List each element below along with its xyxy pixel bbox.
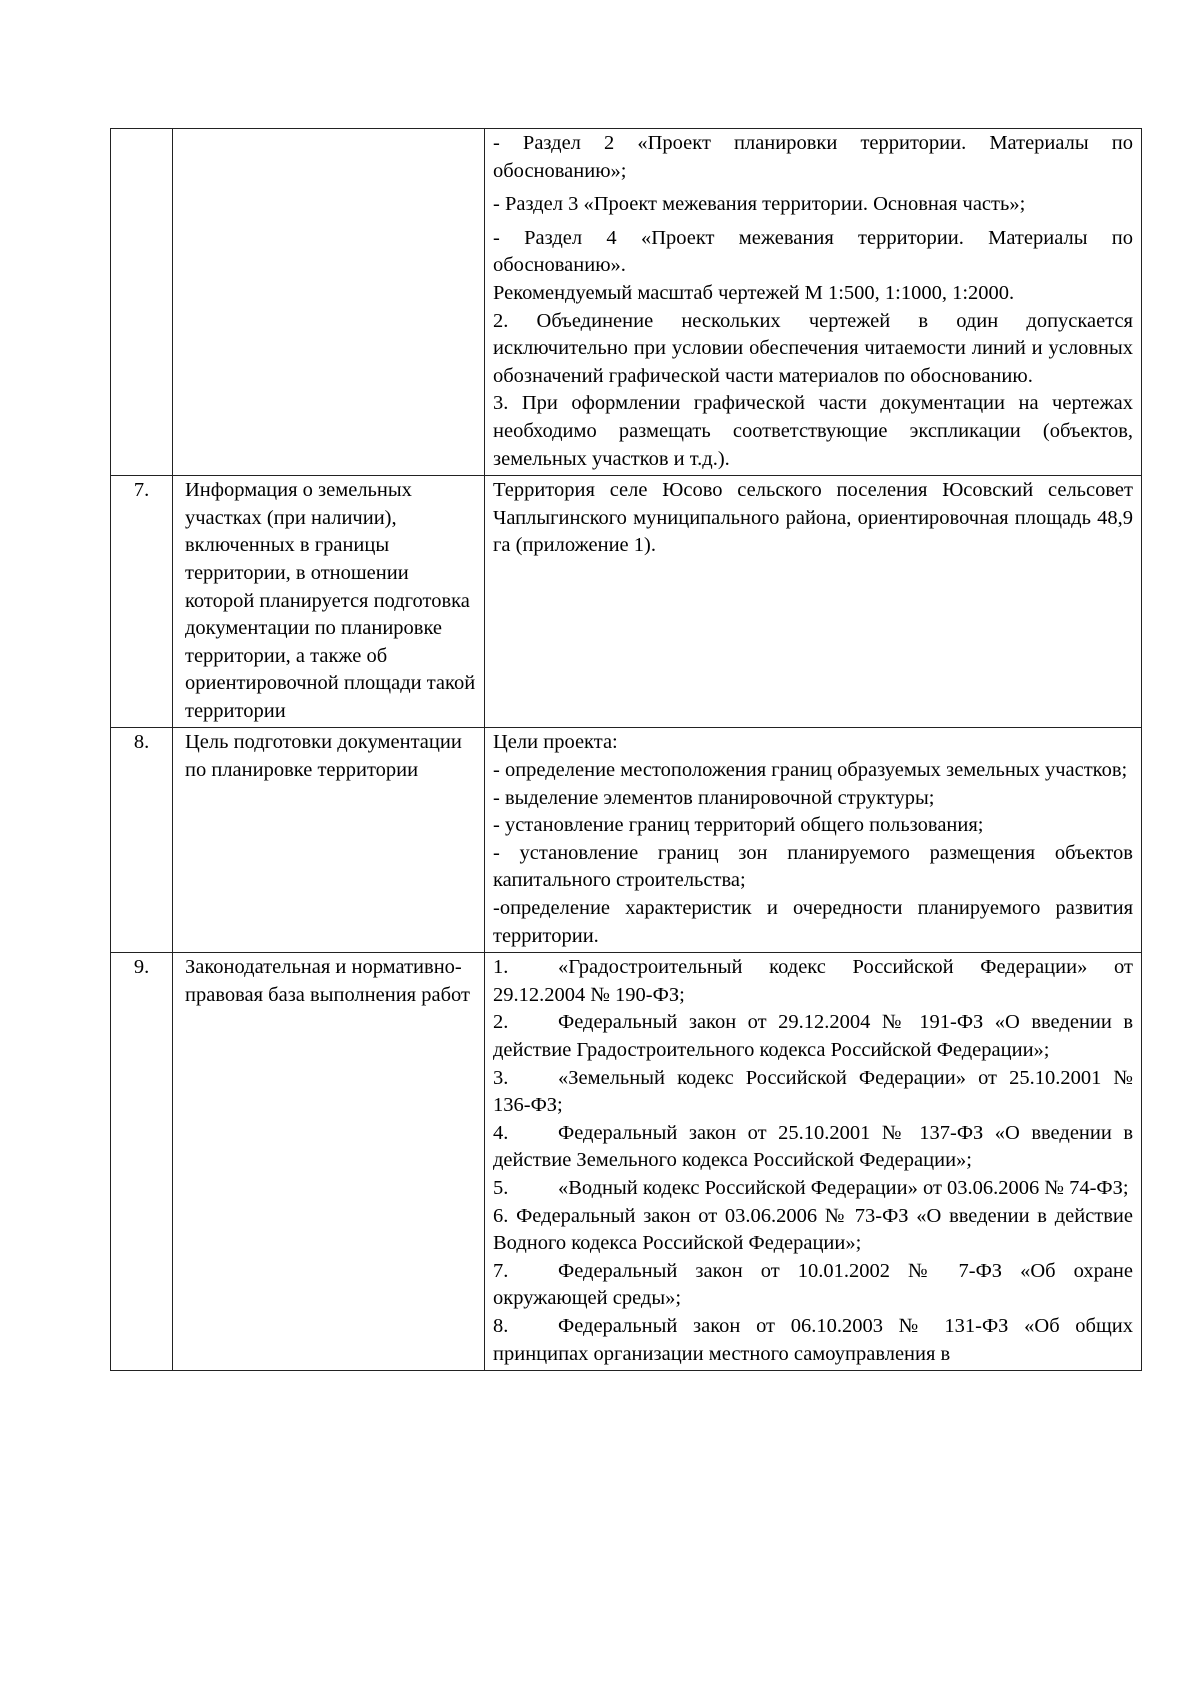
requirements-table <box>110 128 1142 1371</box>
content-paragraph: - установление границ территорий общего пользования; <box>493 814 984 837</box>
law-item-text: Федеральный закон от 06.10.2003 № 131-ФЗ «Об общих принципах организации местного самоуправления в <box>493 1314 1133 1365</box>
law-item-number: 2. <box>493 1011 509 1034</box>
law-item <box>493 1065 1133 1120</box>
law-item <box>493 1313 1133 1368</box>
row-content <box>485 953 1142 1371</box>
content-paragraph: - Раздел 4 «Проект межевания территории. Материалы по обоснованию». <box>493 226 1133 277</box>
law-item <box>493 954 1133 1009</box>
law-item-number: 3. <box>493 1066 509 1089</box>
content-paragraph: -определение характеристик и очередности планируемого развития территории. <box>493 897 1133 947</box>
row-number: 9. <box>111 953 173 1371</box>
content-paragraph: Территория селе Юсово сельского поселения Юсовский сельсовет Чаплыгинского муниципального района, ориентировочная площадь 48,9 га (приложение 1). <box>493 479 1133 557</box>
law-item-text: Федеральный закон от 25.10.2001 № 137-ФЗ «О введении в действие Земельного кодекса Российской Федерации»; <box>493 1121 1133 1172</box>
row-description: Цель подготовки документации по планировке территории <box>173 728 485 953</box>
content-paragraph: - Раздел 2 «Проект планировки территории. Материалы по обоснованию»; <box>493 132 1133 182</box>
law-item <box>493 1120 1133 1175</box>
law-item <box>493 1258 1133 1313</box>
law-item-text: Федеральный закон от 10.01.2002 № 7-ФЗ «Об охране окружающей среды»; <box>493 1259 1133 1310</box>
law-item-text: Федеральный закон от 03.06.2006 № 73-ФЗ «О введении в действие Водного кодекса Российской Федерации»; <box>493 1204 1134 1255</box>
content-paragraph: - выделение элементов планировочной структуры; <box>493 786 935 809</box>
content-paragraph: 3. При оформлении графической части документации на чертежах необходимо размещать соответствующие экспликации (объектов, земельных участков и т.д.). <box>493 392 1133 470</box>
row-content <box>485 728 1142 953</box>
content-paragraph: - установление границ зон планируемого размещения объектов капитального строительства; <box>493 841 1133 892</box>
table-row-7 <box>111 476 1142 728</box>
law-item <box>493 1203 1133 1258</box>
law-item-number: 7. <box>493 1259 509 1282</box>
row-number: 7. <box>111 476 173 728</box>
content-paragraph: 2. Объединение нескольких чертежей в один допускается исключительно при условии обеспечения читаемости линий и условных обозначений графической части материалов по обоснованию. <box>493 309 1133 387</box>
law-item-number: 1. <box>493 956 509 979</box>
law-item <box>493 1009 1133 1064</box>
row-content <box>485 129 1142 476</box>
content-paragraph: Цели проекта: <box>493 731 618 754</box>
law-item-text: «Градостроительный кодекс Российской Федерации» от 29.12.2004 № 190-ФЗ; <box>493 956 1133 1006</box>
law-item-text: «Водный кодекс Российской Федерации» от 03.06.2006 № 74-ФЗ; <box>558 1176 1129 1199</box>
table-row-8 <box>111 728 1142 953</box>
row-number: 8. <box>111 728 173 953</box>
law-item-text: Федеральный закон от 29.12.2004 № 191-ФЗ «О введении в действие Градостроительного кодекса Российской Федерации»; <box>493 1011 1133 1061</box>
law-item <box>493 1175 1133 1203</box>
content-paragraph: - определение местоположения границ образуемых земельных участков; <box>493 759 1128 782</box>
table-row-9 <box>111 953 1142 1371</box>
law-item-number: 8. <box>493 1314 509 1337</box>
law-item-number: 4. <box>493 1121 509 1144</box>
content-paragraph: Рекомендуемый масштаб чертежей М 1:500, 1:1000, 1:2000. <box>493 281 1015 304</box>
law-item-number: 5. <box>493 1176 509 1199</box>
law-item-number: 6. <box>493 1204 509 1227</box>
law-item-text: «Земельный кодекс Российской Федерации» от 25.10.2001 № 136-ФЗ; <box>493 1066 1133 1117</box>
row-description <box>173 129 485 476</box>
row-description: Информация о земельных участках (при наличии), включенных в границы территории, в отношении которой планируется подготовка документации по планировке территории, а также об ориентировочной площади такой территории <box>173 476 485 728</box>
content-paragraph: - Раздел 3 «Проект межевания территории. Основная часть»; <box>493 193 1026 216</box>
row-content <box>485 476 1142 728</box>
row-description: Законодательная и нормативно-правовая база выполнения работ <box>173 953 485 1371</box>
row-number <box>111 129 173 476</box>
table-row-continuation <box>111 129 1142 476</box>
